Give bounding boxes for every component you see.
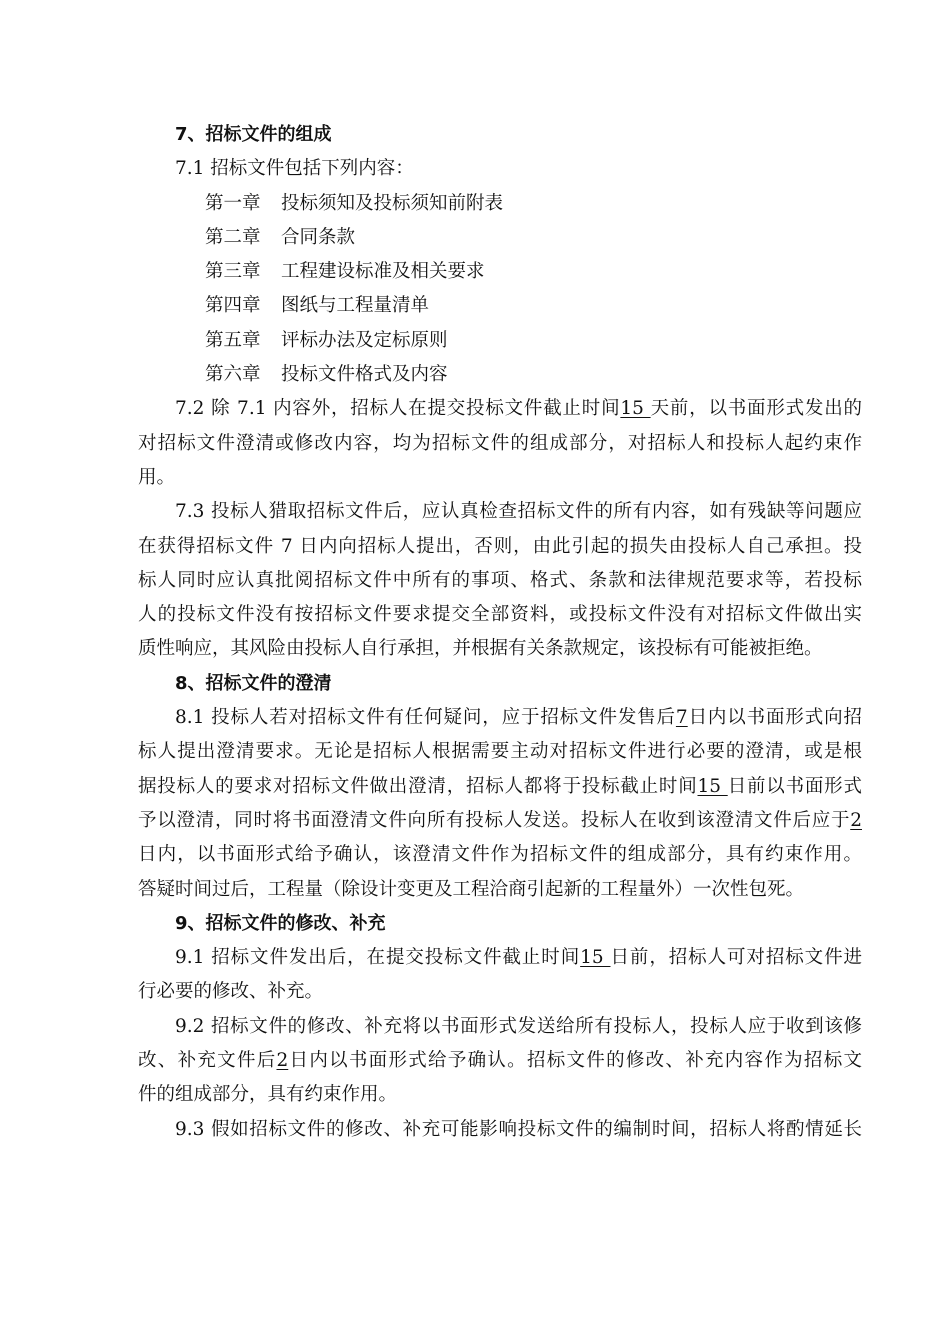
clause-9-3-line: 9.3 假如招标文件的修改、补充可能影响投标文件的编制时间，招标人将酌情延长: [175, 1118, 862, 1140]
toc-title: 图纸与工程量清单: [281, 295, 430, 317]
clause-7-2-line: 对招标文件澄清或修改内容，均为招标文件的组成部分，对招标人和投标人起约束作: [138, 432, 862, 454]
toc-chapter: 第四章: [205, 295, 261, 317]
toc-chapter: 第三章: [205, 261, 261, 283]
underlined-value: 15: [580, 947, 611, 969]
clause-7-3-line: 7.3 投标人猎取招标文件后，应认真检查招标文件的所有内容，如有残缺等问题应: [175, 501, 862, 523]
clause-8-1-line: [138, 804, 862, 838]
text-run: 天前，以书面形式发出的: [650, 398, 862, 420]
clause-8-1-line: 日内，以书面形式给予确认，该澄清文件作为招标文件的组成部分，具有约束作用。: [138, 844, 862, 866]
toc-title: 评标办法及定标原则: [281, 329, 448, 351]
clause-9-2-line: 9.2 招标文件的修改、补充将以书面形式发送给所有投标人，投标人应于收到该修: [175, 1015, 862, 1037]
toc-chapter: 第一章: [205, 192, 261, 214]
text-run: 改、补充文件后: [138, 1050, 277, 1072]
clause-7-1: 7.1 招标文件包括下列内容：: [175, 158, 414, 180]
toc-item: [138, 255, 862, 289]
clause-9-2-line: [138, 1044, 862, 1078]
toc-item: [138, 187, 862, 221]
clause-8-1-line: [138, 770, 862, 804]
text-run: 9.1 招标文件发出后，在提交投标文件截止时间: [175, 947, 581, 969]
underlined-value: 2: [276, 1050, 289, 1072]
text-run: 日内以书面形式向招: [687, 707, 862, 729]
toc-item: [138, 324, 862, 358]
section-heading-9: 9、招标文件的修改、补充: [175, 912, 386, 934]
text-run: 日前以书面形式: [727, 775, 862, 797]
clause-7-2-line: [138, 392, 862, 426]
toc-item: [138, 289, 862, 323]
toc-title: 投标文件格式及内容: [281, 364, 448, 386]
text-run: 日前，招标人可对招标文件进: [610, 947, 862, 969]
clause-8-1-line: 答疑时间过后，工程量（除设计变更及工程洽商引起新的工程量外）一次性包死。: [138, 878, 805, 900]
toc-chapter: 第二章: [205, 226, 261, 248]
underlined-value: 7: [675, 707, 688, 729]
clause-9-1-line: 行必要的修改、补充。: [138, 981, 324, 1003]
clause-8-1-line: 标人提出澄清要求。无论是招标人根据需要主动对招标文件进行必要的澄清，或是根: [138, 741, 862, 763]
document-body: [138, 118, 862, 1147]
text-run: 7.2 除 7.1 内容外，招标人在提交投标文件截止时间: [175, 398, 621, 420]
clause-7-3-line: 质性响应，其风险由投标人自行承担，并根据有关条款规定，该投标有可能被拒绝。: [138, 638, 823, 660]
toc-chapter: 第六章: [205, 364, 261, 386]
clause-9-1-line: [138, 941, 862, 975]
clause-8-1-line: [138, 701, 862, 735]
clause-7-2-line: 用。: [138, 466, 176, 488]
section-heading-7: 7、招标文件的组成: [175, 124, 332, 145]
text-run: 日内以书面形式给予确认。招标文件的修改、补充内容作为招标文: [288, 1050, 862, 1072]
text-run: 据投标人的要求对招标文件做出澄清，招标人都将于投标截止时间: [138, 775, 698, 797]
underlined-value: 15: [620, 398, 651, 420]
text-run: 予以澄清，同时将书面澄清文件向所有投标人发送。投标人在收到该澄清文件后应于: [138, 809, 851, 831]
toc-chapter: 第五章: [205, 329, 261, 351]
section-heading-8: 8、招标文件的澄清: [175, 672, 332, 694]
text-run: 8.1 投标人若对招标文件有任何疑问，应于招标文件发售后: [175, 707, 676, 729]
underlined-value: 15: [697, 775, 728, 797]
clause-7-3-line: 标人同时应认真批阅招标文件中所有的事项、格式、条款和法律规范要求等，若投标: [138, 569, 862, 591]
toc-title: 工程建设标准及相关要求: [281, 261, 485, 283]
underlined-value: 2: [850, 809, 862, 831]
toc-item: [138, 221, 862, 255]
toc-title: 合同条款: [281, 226, 356, 248]
toc-title: 投标须知及投标须知前附表: [281, 192, 504, 214]
toc-item: [138, 358, 862, 392]
clause-7-3-line: 在获得招标文件 7 日内向招标人提出，否则，由此引起的损失由投标人自己承担。投: [138, 535, 862, 557]
clause-7-3-line: 人的投标文件没有按招标文件要求提交全部资料，或投标文件没有对招标文件做出实: [138, 604, 862, 626]
clause-9-2-line: 件的组成部分，具有约束作用。: [138, 1084, 398, 1106]
